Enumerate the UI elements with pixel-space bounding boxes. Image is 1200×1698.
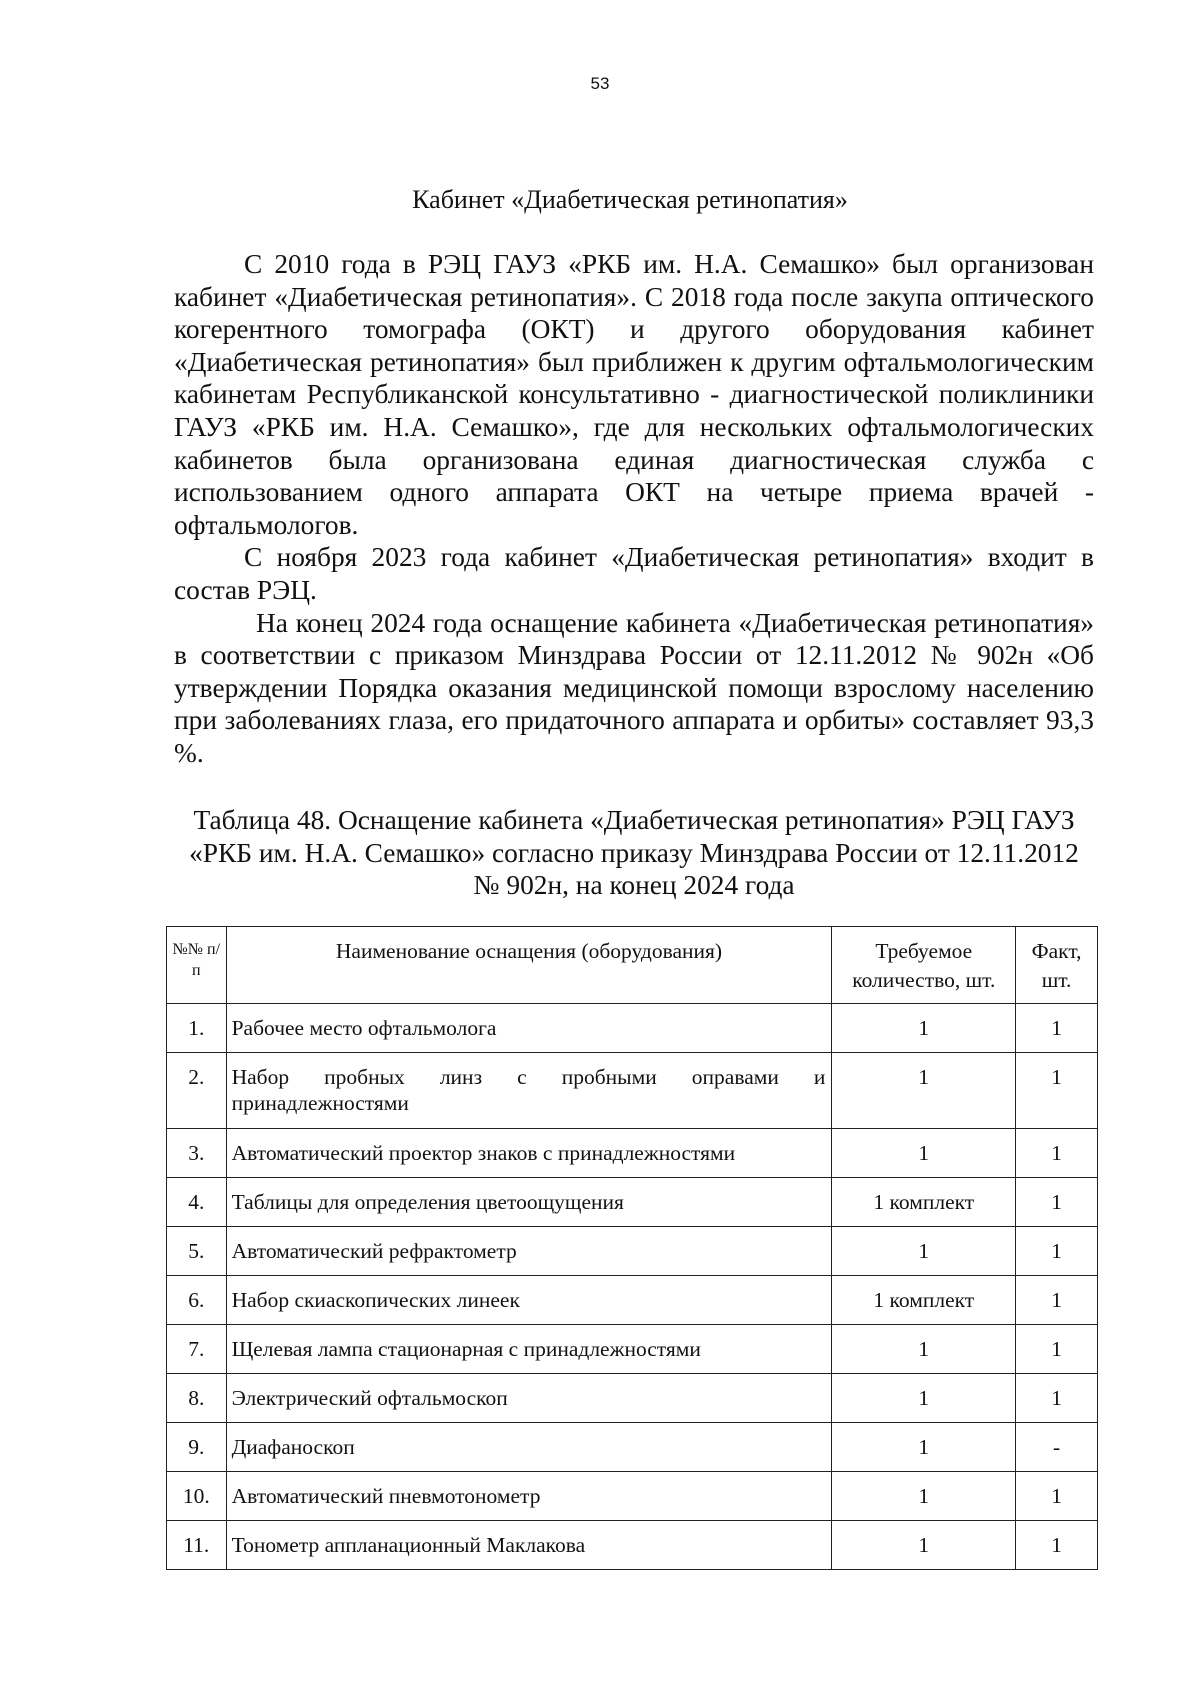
row-number: 5. (167, 1227, 227, 1276)
actual-quantity: 1 (1016, 1521, 1098, 1570)
required-quantity: 1 (832, 1325, 1016, 1374)
row-number: 1. (167, 1004, 227, 1053)
equipment-name: Автоматический проектор знаков с принадлежностями (226, 1129, 832, 1178)
row-number: 7. (167, 1325, 227, 1374)
table-row (167, 1227, 1098, 1276)
table-row (167, 1423, 1098, 1472)
table-row (167, 1129, 1098, 1178)
required-quantity: 1 (832, 1129, 1016, 1178)
header-actual: Факт, шт. (1016, 927, 1098, 1004)
table-caption: Таблица 48. Оснащение кабинета «Диабетическая ретинопатия» РЭЦ ГАУЗ «РКБ им. Н.А. Семашко» согласно приказу Минздрава России от 12.11.2012 № 902н, на конец 2024 года (189, 805, 1079, 901)
required-quantity: 1 (832, 1004, 1016, 1053)
equipment-name: Автоматический рефрактометр (226, 1227, 832, 1276)
row-number: 8. (167, 1374, 227, 1423)
page-number: 53 (590, 74, 610, 93)
actual-quantity: 1 (1016, 1053, 1098, 1129)
table-body (167, 1004, 1098, 1570)
body-text (174, 248, 1094, 770)
paragraph-2: С ноября 2023 года кабинет «Диабетическая ретинопатия» входит в состав РЭЦ. (174, 542, 1094, 605)
table-row (167, 1004, 1098, 1053)
header-required: Требуемое количество, шт. (832, 927, 1016, 1004)
equipment-name: Щелевая лампа стационарная с принадлежностями (226, 1325, 832, 1374)
table-header-row (167, 927, 1098, 1004)
paragraph-3: На конец 2024 года оснащение кабинета «Диабетическая ретинопатия» в соответствии с приказом Минздрава России от 12.11.2012 № 902н «Об утверждении Порядка оказания медицинской помощи взрослому населению при заболеваниях глаза, его придаточного аппарата и орбиты» составляет 93,3 %. (174, 607, 1094, 768)
equipment-name: Рабочее место офтальмолога (226, 1004, 832, 1053)
row-number: 3. (167, 1129, 227, 1178)
actual-quantity: 1 (1016, 1004, 1098, 1053)
required-quantity: 1 (832, 1053, 1016, 1129)
section-title: Кабинет «Диабетическая ретинопатия» (412, 185, 848, 214)
equipment-name: Электрический офтальмоскоп (226, 1374, 832, 1423)
row-number: 6. (167, 1276, 227, 1325)
actual-quantity: 1 (1016, 1472, 1098, 1521)
required-quantity: 1 (832, 1521, 1016, 1570)
required-quantity: 1 (832, 1472, 1016, 1521)
actual-quantity: 1 (1016, 1178, 1098, 1227)
header-name: Наименование оснащения (оборудования) (226, 927, 832, 1004)
equipment-name: Набор скиаскопических линеек (226, 1276, 832, 1325)
row-number: 4. (167, 1178, 227, 1227)
header-num: №№ п/п (167, 927, 227, 1004)
row-number: 11. (167, 1521, 227, 1570)
equipment-name: Набор пробных линз с пробными оправами и принадлежностями (226, 1053, 832, 1129)
equipment-name: Тонометр аппланационный Маклакова (226, 1521, 832, 1570)
equipment-name: Автоматический пневмотонометр (226, 1472, 832, 1521)
table-row (167, 1472, 1098, 1521)
row-number: 10. (167, 1472, 227, 1521)
actual-quantity: 1 (1016, 1325, 1098, 1374)
table-row (167, 1325, 1098, 1374)
table-row (167, 1053, 1098, 1129)
required-quantity: 1 (832, 1374, 1016, 1423)
equipment-table (166, 926, 1098, 1570)
actual-quantity: 1 (1016, 1227, 1098, 1276)
row-number: 2. (167, 1053, 227, 1129)
equipment-name: Диафаноскоп (226, 1423, 832, 1472)
required-quantity: 1 (832, 1423, 1016, 1472)
table-row (167, 1178, 1098, 1227)
row-number: 9. (167, 1423, 227, 1472)
equipment-name: Таблицы для определения цветоощущения (226, 1178, 832, 1227)
actual-quantity: 1 (1016, 1276, 1098, 1325)
table-row (167, 1276, 1098, 1325)
paragraph-1: С 2010 года в РЭЦ ГАУЗ «РКБ им. Н.А. Семашко» был организован кабинет «Диабетическая ретинопатия». С 2018 года после закупа оптического когерентного томографа (ОКТ) и другого оборудования кабинет «Диабетическая ретинопатия» был приближен к другим офтальмологическим кабинетам Республиканской консультативно - диагностической поликлиники ГАУЗ «РКБ им. Н.А. Семашко», где для нескольких офтальмологических кабинетов была организована единая диагностическая служба с использованием одного аппарата ОКТ на четыре приема врачей - офтальмологов. (174, 249, 1094, 540)
table-row (167, 1374, 1098, 1423)
required-quantity: 1 комплект (832, 1178, 1016, 1227)
required-quantity: 1 комплект (832, 1276, 1016, 1325)
actual-quantity: 1 (1016, 1374, 1098, 1423)
actual-quantity: - (1016, 1423, 1098, 1472)
actual-quantity: 1 (1016, 1129, 1098, 1178)
required-quantity: 1 (832, 1227, 1016, 1276)
table-row (167, 1521, 1098, 1570)
